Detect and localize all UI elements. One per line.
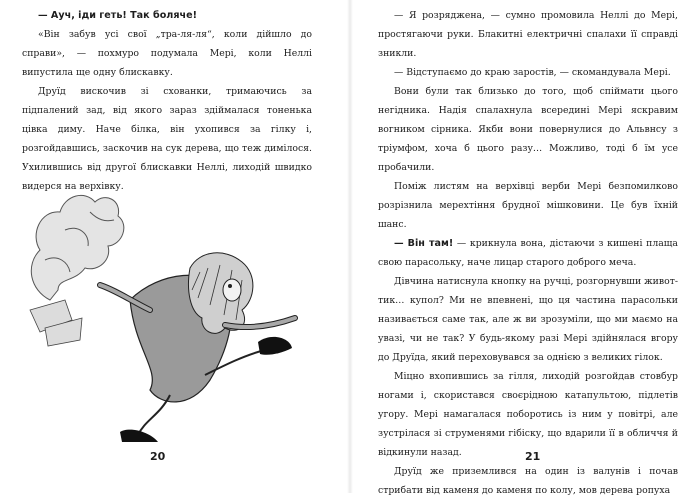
- paragraph-text: Вони були так близько до того, щоб спіймати цього негідника. Надія спалахнула всередині Мері яскравим вогником сірника. Якби вони повернулися до Альвнсу з тріумфом, хоча б цього разу… Можливо, тоді б їм усе пробачили.: [378, 86, 678, 173]
- paragraph-text: — Відступаємо до краю заростів, — скомандувала Мері.: [394, 67, 671, 78]
- paragraph-text: Поміж листям на верхівці верби Мері безпомилково розрізнила мерехтіння брудної мішковини. Це був їхній шанс.: [378, 181, 678, 230]
- paragraph-text: Дівчина натиснула кнопку на ручці, розгорнувши животтик… купол? Ми не впевнені, що ця частина парасольки називається саме так, але ж ви зрозуміли, що ми маємо на увазі, чи не так? У будь-якому разі Мері здійнялася вгору до Друїда, який переховувався за однією з великих гілок.: [378, 276, 678, 363]
- page-number: 20: [150, 450, 166, 463]
- paragraph: [378, 367, 678, 462]
- paragraph: [378, 82, 678, 177]
- druid-running-illustration: [10, 150, 310, 450]
- paragraph-text: Друїд же приземлився на один із валунів і почав стрибати від каменя до каменя по колу, мов дерева ропуха: [378, 466, 678, 496]
- page-number: 21: [525, 450, 541, 463]
- left-page: [0, 0, 350, 493]
- paragraph-text: Міцно вхопившись за гілля, лиходій розгойдав стовбур ногами і, скористався своєрідною катапультою, підлетів угору. Мері намагалася поборотись із ним у повітрі, але зустрілася зі струменями гібіску, що вдарили її в обличчя й відкинули назад.: [378, 371, 678, 458]
- paragraph: [378, 272, 678, 367]
- paragraph-text: «Він забув усі свої „тра-ля-ля“, коли дійшло до справи», — похмуро подумала Мері, коли Неллі випустила ще одну блискавку.: [22, 29, 312, 78]
- right-page-text: [378, 6, 678, 500]
- paragraph-text: — крикнула вона, дістаючи з кишені плаща свою парасольку, наче лицар старого доброго меча.: [378, 238, 678, 268]
- paragraph-lead: — Ауч, іди геть! Так боляче!: [38, 10, 197, 21]
- paragraph: [378, 234, 678, 272]
- paragraph: [378, 63, 678, 82]
- paragraph: [22, 25, 312, 82]
- paragraph-lead: — Він там!: [394, 238, 454, 249]
- paragraph: [378, 462, 678, 500]
- paragraph-text: — Я розряджена, — сумно промовила Неллі до Мері, простягаючи руки. Блакитні електричні спалахи її справді зникли.: [378, 10, 678, 59]
- right-page: [350, 0, 700, 496]
- paragraph: [22, 6, 312, 25]
- paragraph: [378, 6, 678, 63]
- paragraph-text: Друїд вискочив зі схованки, тримаючись за підпалений зад, від якого зараз здіймалася тоненька цівка диму. Наче білка, він ухопився за гілку і, розгойдавшись, заскочив на сук дерева, що теж димілося. Ухилившись від другої блискавки Неллі, лиходій швидко видерся на верхівку.: [22, 86, 312, 192]
- paragraph: [378, 177, 678, 234]
